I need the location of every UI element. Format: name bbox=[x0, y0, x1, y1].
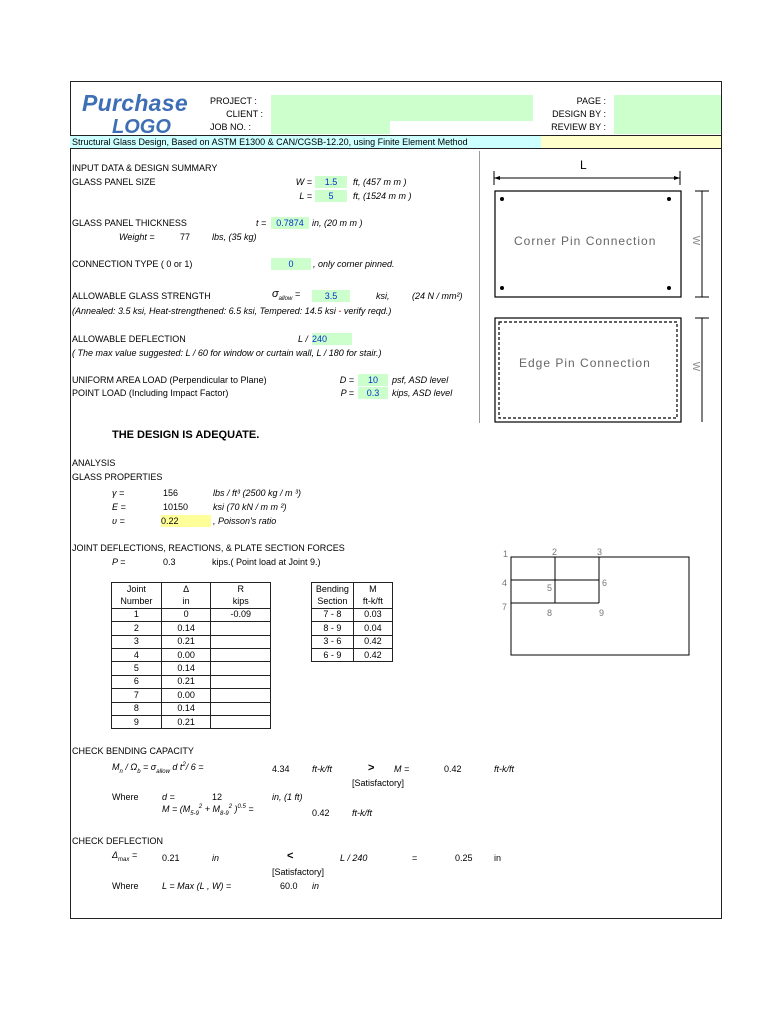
connection-label: CONNECTION TYPE ( 0 or 1) bbox=[72, 259, 193, 269]
bending-table-header-row bbox=[312, 595, 393, 608]
joint-table-cell: -0.09 bbox=[211, 608, 271, 621]
mesh-joint-label: 8 bbox=[547, 608, 553, 618]
page-input[interactable] bbox=[614, 95, 721, 134]
joint-table-cell: 3 bbox=[112, 635, 162, 648]
joint-table-cell: 5 bbox=[112, 662, 162, 675]
bending-table-cell: 3 - 6 bbox=[312, 635, 354, 648]
joint-table-header-cell: Δ bbox=[161, 583, 211, 596]
point-load-label: POINT LOAD (Including Impact Factor) bbox=[72, 388, 229, 398]
P-unit: kips, ASD level bbox=[392, 388, 453, 398]
bending-M-label: M = bbox=[394, 764, 410, 774]
dmax-value: 0.21 bbox=[162, 853, 180, 863]
logo-text-line2: LOGO bbox=[112, 116, 171, 133]
bending-status: [Satisfactory] bbox=[352, 778, 405, 788]
nu-value[interactable]: 0.22 bbox=[161, 515, 211, 527]
joint-heading: JOINT DEFLECTIONS, REACTIONS, & PLATE SECTION FORCES bbox=[72, 543, 345, 553]
W-unit: ft, (457 m m ) bbox=[353, 177, 407, 187]
joint-table-cell: 0.14 bbox=[161, 662, 211, 675]
joint-table-cell: 0 bbox=[161, 608, 211, 621]
W-input[interactable]: 1.5 bbox=[315, 176, 347, 188]
design-result: THE DESIGN IS ADEQUATE. bbox=[112, 429, 260, 441]
deflection-heading: CHECK DEFLECTION bbox=[72, 836, 164, 846]
M2-unit: ft-k/ft bbox=[352, 808, 372, 818]
bending-table-cell: 0.42 bbox=[353, 648, 392, 661]
joint-table-cell bbox=[211, 675, 271, 688]
joint-table-cell: 0.21 bbox=[161, 715, 211, 728]
limit-label: L / 240 bbox=[340, 853, 368, 863]
mesh-joint-label: 3 bbox=[597, 547, 603, 557]
joint-table-cell bbox=[211, 662, 271, 675]
joint-table-row bbox=[112, 622, 271, 635]
joint-table bbox=[111, 582, 271, 729]
joint-table-row bbox=[112, 635, 271, 648]
weight-label: Weight = bbox=[119, 232, 155, 242]
deflection-status: [Satisfactory] bbox=[272, 867, 325, 877]
joint-table-header-cell: Number bbox=[112, 595, 162, 608]
joint-table-cell: 0.00 bbox=[161, 648, 211, 661]
t-input[interactable]: 0.7874 bbox=[271, 217, 309, 229]
joint-table-row bbox=[112, 648, 271, 661]
strength-unit: ksi, bbox=[376, 291, 390, 301]
joint-table-cell: 0.21 bbox=[161, 635, 211, 648]
joint-table-cell: 2 bbox=[112, 622, 162, 635]
L-value: 60.0 bbox=[280, 881, 298, 891]
joint-table-row bbox=[112, 715, 271, 728]
dmax-unit: in bbox=[212, 853, 220, 863]
d-value: 12 bbox=[212, 792, 223, 802]
analysis-P-label: P = bbox=[112, 557, 126, 567]
E-value: 10150 bbox=[163, 502, 189, 512]
joint-table-cell: 4 bbox=[112, 648, 162, 661]
sigma-allow-label: $\sigma_{allow}$ = bbox=[272, 288, 301, 302]
corner-pin-label: Corner Pin Connection bbox=[514, 234, 657, 248]
limit-value: 0.25 bbox=[455, 853, 473, 863]
nu-unit: , Poisson's ratio bbox=[213, 516, 277, 526]
mesh-joint-label: 2 bbox=[552, 547, 558, 557]
joint-table-cell: 0.14 bbox=[161, 622, 211, 635]
diagram-svg bbox=[480, 151, 722, 423]
bending-M-unit: ft-k/ft bbox=[494, 764, 514, 774]
bending-table-header-cell: M bbox=[353, 583, 392, 596]
M2-value: 0.42 bbox=[312, 808, 330, 818]
bending-table-cell: 0.03 bbox=[353, 608, 392, 621]
joint-table-header-cell: R bbox=[211, 583, 271, 596]
bending-table-cell: 0.42 bbox=[353, 635, 392, 648]
bending-compare: > bbox=[368, 762, 375, 774]
mesh-diagram bbox=[500, 546, 695, 658]
gamma-unit: lbs / ft³ (2500 kg / m ³) bbox=[213, 488, 302, 498]
L-value-unit: in bbox=[312, 881, 320, 891]
jobno-label: JOB NO. : bbox=[210, 122, 252, 132]
joint-table-row bbox=[112, 662, 271, 675]
joint-table-header-cell: kips bbox=[211, 595, 271, 608]
strength-note: (Annealed: 3.5 ksi, Heat-strengthened: 6.5 ksi, Tempered: 14.5 ksi - verify reqd.) bbox=[72, 306, 392, 316]
analysis-heading: ANALYSIS bbox=[72, 458, 116, 468]
project-label: PROJECT : bbox=[210, 96, 257, 106]
bending-table-row bbox=[312, 648, 393, 661]
joint-table-cell: 0.14 bbox=[161, 702, 211, 715]
P-label: P = bbox=[340, 388, 354, 398]
title-bar-fill bbox=[541, 136, 721, 148]
bending-table-header-cell: Bending bbox=[312, 583, 354, 596]
diagram-W-mark-2: W bbox=[690, 361, 702, 372]
deflection-prefix: L / bbox=[298, 334, 308, 344]
mesh-joint-label: 9 bbox=[599, 608, 605, 618]
strength-si: (24 N / mm²) bbox=[412, 291, 463, 301]
mesh-joint-label: 5 bbox=[547, 583, 553, 593]
bending-cap-unit: ft-k/ft bbox=[312, 764, 332, 774]
mesh-joint-label: 7 bbox=[502, 602, 508, 612]
mesh-joint-label: 1 bbox=[503, 549, 509, 559]
joint-table-header-row bbox=[112, 583, 271, 596]
bending-where: Where bbox=[112, 792, 139, 802]
bending-heading: CHECK BENDING CAPACITY bbox=[72, 746, 194, 756]
panel-size-label: GLASS PANEL SIZE bbox=[72, 177, 156, 187]
diagram-L-mark: L bbox=[580, 158, 587, 172]
joint-table-cell bbox=[211, 635, 271, 648]
P-input[interactable]: 0.3 bbox=[358, 387, 388, 399]
review-by-label: REVIEW BY : bbox=[551, 122, 606, 132]
M-formula: $M = (M_{5-9}^2 + M_{8-9}^2$ )$^{0.5}$ = bbox=[162, 804, 254, 817]
limit-eq: = bbox=[412, 853, 418, 863]
E-unit: ksi (70 kN / m m ²) bbox=[213, 502, 287, 512]
edge-pin-label: Edge Pin Connection bbox=[519, 356, 651, 370]
joint-table-header-cell: Joint bbox=[112, 583, 162, 596]
dmax-label: $\Delta_{max}$ = bbox=[112, 850, 138, 863]
L-formula: L = Max (L , W) = bbox=[162, 881, 232, 891]
joint-table-cell: 0.21 bbox=[161, 675, 211, 688]
diagram-W-mark-1: W bbox=[690, 235, 702, 246]
input-heading: INPUT DATA & DESIGN SUMMARY bbox=[72, 163, 218, 173]
joint-table-cell: 0.00 bbox=[161, 689, 211, 702]
page-label: PAGE : bbox=[576, 96, 606, 106]
L-unit: ft, (1524 m m ) bbox=[353, 191, 412, 201]
gamma-label: γ = bbox=[112, 488, 125, 498]
weight-value: 77 bbox=[180, 232, 191, 242]
joint-table-cell bbox=[211, 622, 271, 635]
bending-formula: $M_n / \Omega_b = \sigma_{allow}$ d $t^2/$ 6 = bbox=[112, 762, 204, 775]
title-bar bbox=[70, 135, 722, 149]
limit-unit: in bbox=[494, 853, 502, 863]
strength-input[interactable]: 3.5 bbox=[312, 290, 350, 302]
d-label: d = bbox=[162, 792, 175, 802]
client-label: CLIENT : bbox=[226, 109, 263, 119]
deflection-label: ALLOWABLE DEFLECTION bbox=[72, 334, 186, 344]
W-label: W = bbox=[295, 177, 312, 187]
joint-table-cell: 1 bbox=[112, 608, 162, 621]
gamma-value: 156 bbox=[163, 488, 179, 498]
L-label: L = bbox=[299, 191, 312, 201]
joint-table-cell: 6 bbox=[112, 675, 162, 688]
joint-table-header-row bbox=[112, 595, 271, 608]
analysis-P-value: 0.3 bbox=[163, 557, 176, 567]
t-unit: in, (20 m m ) bbox=[312, 218, 363, 228]
mesh-svg bbox=[500, 546, 695, 658]
area-load-label: UNIFORM AREA LOAD (Perpendicular to Plane) bbox=[72, 375, 267, 385]
joint-table-row bbox=[112, 702, 271, 715]
deflection-note: ( The max value suggested: L / 60 for window or curtain wall, L / 180 for stair.) bbox=[72, 348, 382, 358]
joint-table-row bbox=[112, 689, 271, 702]
bending-table-cell: 7 - 8 bbox=[312, 608, 354, 621]
deflection-where: Where bbox=[112, 881, 139, 891]
glass-props-heading: GLASS PROPERTIES bbox=[72, 472, 163, 482]
joint-table-cell bbox=[211, 689, 271, 702]
bending-M-value: 0.42 bbox=[444, 764, 462, 774]
strength-label: ALLOWABLE GLASS STRENGTH bbox=[72, 291, 211, 301]
connection-diagram bbox=[479, 151, 722, 423]
joint-table-cell: 8 bbox=[112, 702, 162, 715]
bending-table-header-cell: Section bbox=[312, 595, 354, 608]
joint-table-header-cell: in bbox=[161, 595, 211, 608]
joint-table-cell: 9 bbox=[112, 715, 162, 728]
E-label: E = bbox=[112, 502, 126, 512]
bending-table-row bbox=[312, 635, 393, 648]
weight-unit: lbs, (35 kg) bbox=[212, 232, 257, 242]
bending-table-cell: 8 - 9 bbox=[312, 622, 354, 635]
joint-table-row bbox=[112, 675, 271, 688]
L-input[interactable]: 5 bbox=[315, 190, 347, 202]
thickness-label: GLASS PANEL THICKNESS bbox=[72, 218, 187, 228]
logo-text: Purchase bbox=[82, 90, 188, 116]
d-unit: in, (1 ft) bbox=[272, 792, 303, 802]
nu-label: υ = bbox=[112, 516, 125, 526]
bending-table bbox=[311, 582, 393, 662]
bending-table-row bbox=[312, 622, 393, 635]
date-input-mask bbox=[390, 121, 533, 134]
D-unit: psf, ASD level bbox=[392, 375, 449, 385]
bending-table-cell: 0.04 bbox=[353, 622, 392, 635]
deflection-input[interactable]: 240 bbox=[312, 333, 352, 345]
joint-table-row bbox=[112, 608, 271, 621]
connection-note: , only corner pinned. bbox=[313, 259, 395, 269]
deflection-compare: < bbox=[287, 850, 294, 862]
design-by-label: DESIGN BY : bbox=[552, 109, 606, 119]
D-input[interactable]: 10 bbox=[358, 374, 388, 386]
bending-table-row bbox=[312, 608, 393, 621]
joint-table-cell bbox=[211, 715, 271, 728]
mesh-joint-label: 6 bbox=[602, 578, 608, 588]
D-label: D = bbox=[339, 375, 354, 385]
joint-table-cell: 7 bbox=[112, 689, 162, 702]
bending-table-header-row bbox=[312, 583, 393, 596]
document-title: Structural Glass Design, Based on ASTM E1300 & CAN/CGSB-12.20, using Finite Element Method bbox=[70, 136, 541, 148]
mesh-joint-label: 4 bbox=[502, 578, 508, 588]
analysis-P-note: kips.( Point load at Joint 9.) bbox=[212, 557, 321, 567]
t-label: t = bbox=[256, 218, 267, 228]
connection-input[interactable]: 0 bbox=[271, 258, 311, 270]
bending-table-header-cell: ft-k/ft bbox=[353, 595, 392, 608]
bending-table-cell: 6 - 9 bbox=[312, 648, 354, 661]
bending-capacity: 4.34 bbox=[272, 764, 290, 774]
joint-table-cell bbox=[211, 648, 271, 661]
joint-table-cell bbox=[211, 702, 271, 715]
